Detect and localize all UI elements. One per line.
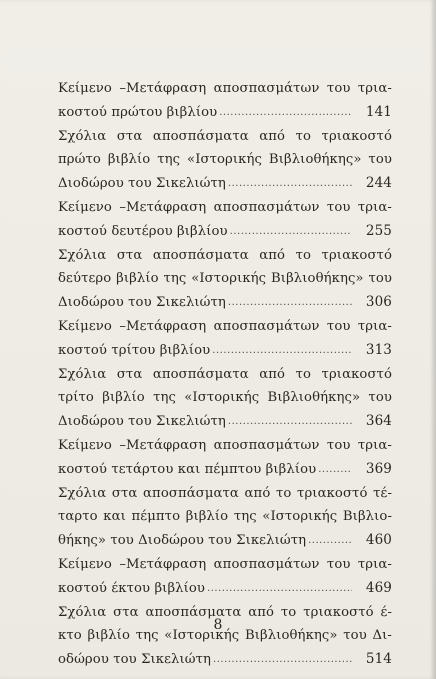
toc-entry-text: Σχόλια στα αποσπάσματα από το τριακοστό τέ- bbox=[58, 485, 392, 501]
toc-entry bbox=[58, 434, 392, 482]
toc-entry-last-line bbox=[58, 410, 392, 434]
toc-entry-page-number: 313 bbox=[365, 341, 392, 358]
toc-entry-last-line bbox=[58, 458, 392, 482]
toc-entry bbox=[58, 363, 392, 434]
toc-entry-text: Σχόλια στα αποσπάσματα από το τριακοστό έ- bbox=[58, 604, 392, 620]
toc-entry-text: οδώρου του Σικελιώτη bbox=[58, 652, 212, 668]
toc-entry-text: κοστού έκτου βιβλίου bbox=[58, 580, 206, 596]
toc-entry-line bbox=[58, 363, 392, 387]
toc-entry-text: κτο βιβλίο της «Ιστορικής Βιβλιοθήκης» του Δι- bbox=[58, 628, 392, 644]
dot-leader bbox=[212, 339, 352, 363]
toc-entry-line bbox=[58, 482, 392, 506]
toc-entry-last-line bbox=[58, 529, 392, 553]
toc-entry bbox=[58, 601, 392, 672]
toc-entry-line bbox=[58, 315, 392, 339]
toc-entry-last-line bbox=[58, 577, 392, 601]
dot-leader bbox=[228, 410, 352, 434]
dot-leader bbox=[318, 458, 352, 482]
toc-entry-text: ταρτο και πέμπτο βιβλίο της «Ιστορικής Βιβλιο- bbox=[58, 509, 392, 525]
toc-entry bbox=[58, 77, 392, 125]
toc-entry-text: Διοδώρου του Σικελιώτη bbox=[58, 414, 226, 430]
toc-entry bbox=[58, 244, 392, 315]
toc-entry-text: Σχόλια στα αποσπάσματα από το τριακοστό bbox=[58, 247, 392, 263]
toc-entry-page-number: 369 bbox=[365, 460, 392, 477]
toc-entry-text: Κείμενο –Μετάφραση αποσπασμάτων του τρια- bbox=[58, 81, 392, 96]
toc-entry-text: Κείμενο –Μετάφραση αποσπασμάτων του τρια- bbox=[58, 199, 392, 215]
toc-entry-last-line bbox=[58, 291, 392, 315]
dot-leader bbox=[230, 220, 352, 244]
toc-entry-line bbox=[58, 553, 392, 577]
toc-entry-text: Κείμενο –Μετάφραση αποσπασμάτων του τρια- bbox=[58, 318, 392, 334]
toc-entry-text: τρίτο βιβλίο της «Ιστορικής Βιβλιοθήκης» του bbox=[58, 390, 392, 406]
toc-entry-text: Σχόλια στα αποσπάσματα από το τριακοστό bbox=[58, 128, 392, 144]
toc-entry-last-line bbox=[58, 220, 392, 244]
toc-entry-text: Διοδώρου του Σικελιώτη bbox=[58, 176, 226, 192]
dot-leader bbox=[219, 101, 352, 125]
toc-entry-text: κοστού πρώτου βιβλίου bbox=[58, 104, 218, 120]
toc-entry-page-number: 141 bbox=[365, 103, 392, 120]
toc-entry-page-number: 255 bbox=[365, 222, 392, 239]
toc-entry-text: θήκης» του Διοδώρου του Σικελιώτη bbox=[58, 533, 307, 549]
toc-entry-last-line bbox=[58, 172, 392, 196]
toc-entry-line bbox=[58, 505, 392, 529]
toc-entry-text: κοστού τρίτου βιβλίου bbox=[58, 342, 211, 358]
dot-leader bbox=[207, 577, 352, 601]
toc-entry-text: κοστού δευτέρου βιβλίου bbox=[58, 223, 228, 239]
toc-entry-text: Κείμενο –Μετάφραση αποσπασμάτων του τρια- bbox=[58, 437, 392, 453]
toc-entry-text: Κείμενο –Μετάφραση αποσπασμάτων του τρια- bbox=[58, 556, 392, 572]
toc-entry-page-number: 514 bbox=[365, 651, 392, 668]
dot-leader bbox=[213, 648, 352, 672]
toc-entry-page-number: 364 bbox=[365, 413, 392, 430]
toc-entry-text: Σχόλια στα αποσπάσματα από το τριακοστό bbox=[58, 366, 392, 382]
toc-entry bbox=[58, 125, 392, 196]
toc-entry-line bbox=[58, 434, 392, 458]
toc-entry-line bbox=[58, 77, 392, 101]
toc-entry-page-number: 469 bbox=[365, 579, 392, 596]
toc-entry bbox=[58, 553, 392, 601]
toc-entry bbox=[58, 482, 392, 553]
toc-entry-page-number: 244 bbox=[365, 175, 392, 192]
toc-entry-last-line bbox=[58, 339, 392, 363]
toc-entry-text: κοστού τετάρτου και πέμπτου βιβλίου bbox=[58, 461, 317, 477]
toc-entry-last-line bbox=[58, 101, 392, 125]
toc-entry-text: δεύτερο βιβλίο της «Ιστορικής Βιβλιοθήκης» του bbox=[58, 271, 392, 287]
toc-entry bbox=[58, 196, 392, 244]
toc-entry-line bbox=[58, 244, 392, 268]
toc-entry-line bbox=[58, 196, 392, 220]
page-number: 8 bbox=[213, 617, 223, 633]
toc-entry-line bbox=[58, 267, 392, 291]
toc-entry-line bbox=[58, 386, 392, 410]
toc-entry-page-number: 460 bbox=[365, 532, 392, 549]
toc-entry-page-number: 306 bbox=[365, 294, 392, 311]
table-of-contents bbox=[58, 77, 392, 672]
toc-entry-last-line bbox=[58, 648, 392, 672]
dot-leader bbox=[228, 172, 352, 196]
toc-entry-line bbox=[58, 148, 392, 172]
toc-entry bbox=[58, 315, 392, 363]
toc-entry-text: Διοδώρου του Σικελιώτη bbox=[58, 295, 226, 311]
dot-leader bbox=[308, 529, 352, 553]
page-edge-shadow bbox=[430, 0, 436, 679]
toc-entry-text: πρώτο βιβλίο της «Ιστορικής Βιβλιοθήκης» του bbox=[58, 152, 392, 168]
dot-leader bbox=[228, 291, 352, 315]
toc-entry-line bbox=[58, 125, 392, 149]
